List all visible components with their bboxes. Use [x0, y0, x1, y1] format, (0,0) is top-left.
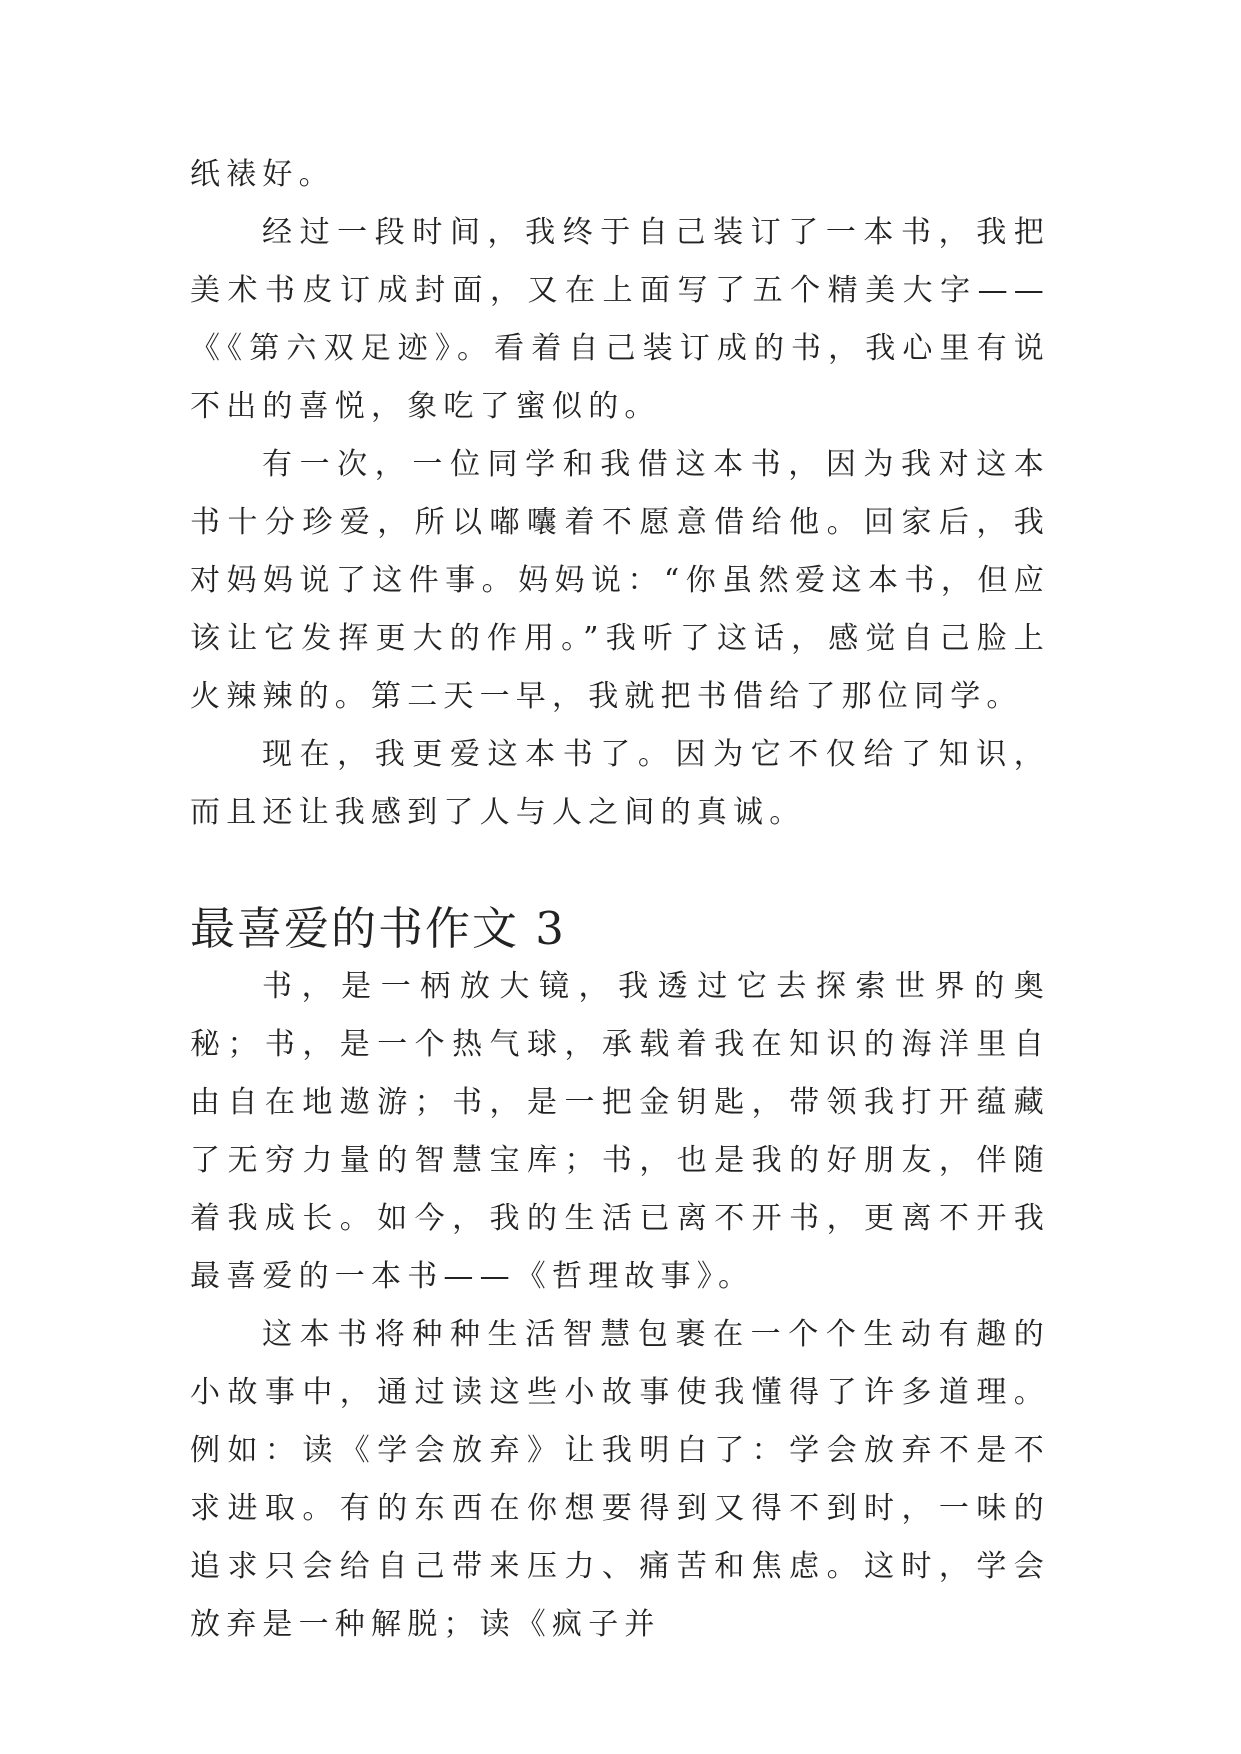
section-title: 最喜爱的书作文 3	[190, 902, 566, 955]
paragraph-lending-book: 有一次，一位同学和我借这本书，因为我对这本书十分珍爱，所以嘟囔着不愿意借给他。回家后，我对妈妈说了这件事。妈妈说：“你虽然爱这本书，但应该让它发挥更大的作用。”我听了这话，感觉自己脸上火辣辣的。第二天一早，我就把书借给了那位同学。	[190, 447, 1050, 714]
paragraph-book-metaphors: 书，是一柄放大镜，我透过它去探索世界的奥秘；书，是一个热气球，承载着我在知识的海洋里自由自在地遨游；书，是一把金钥匙，带领我打开蕴藏了无穷力量的智慧宝库；书，也是我的好朋友，伴随着我成长。如今，我的生活已离不开书，更离不开我最喜爱的一本书——《哲理故事》。	[190, 969, 1050, 1294]
document-body	[190, 146, 1050, 1654]
paragraph-binding-book: 经过一段时间，我终于自己装订了一本书，我把美术书皮订成封面，又在上面写了五个精美大字——《《第六双足迹》。看着自己装订成的书，我心里有说不出的喜悦，象吃了蜜似的。	[190, 215, 1050, 424]
paragraph-philosophy-stories: 这本书将种种生活智慧包裹在一个个生动有趣的小故事中，通过读这些小故事使我懂得了许多道理。例如：读《学会放弃》让我明白了：学会放弃不是不求进取。有的东西在你想要得到又得不到时，一味的追求只会给自己带来压力、痛苦和焦虑。这时，学会放弃是一种解脱；读《疯子并	[190, 1317, 1050, 1642]
paragraph-continuation: 纸裱好。	[190, 157, 335, 192]
paragraph-conclusion: 现在，我更爱这本书了。因为它不仅给了知识，而且还让我感到了人与人之间的真诚。	[190, 737, 1050, 830]
